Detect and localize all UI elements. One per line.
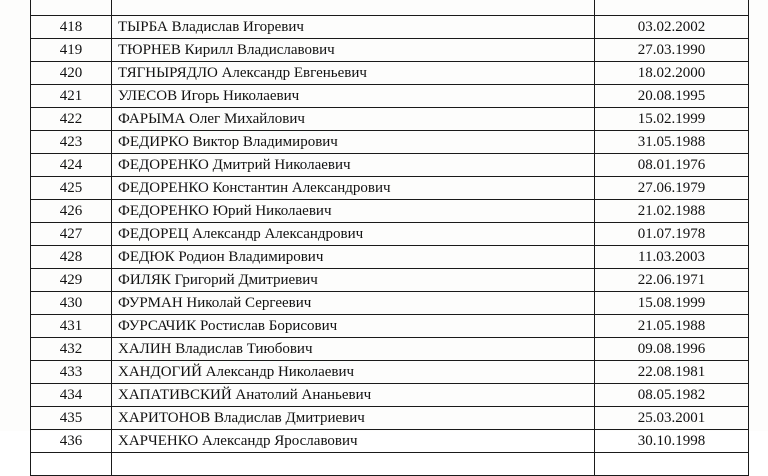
- table-row: [31, 269, 749, 292]
- birth-date: 20.08.1995: [595, 85, 749, 108]
- table-row: [31, 361, 749, 384]
- table-row: [31, 177, 749, 200]
- row-number: 422: [31, 108, 112, 131]
- person-name: ТЫРБА Владислав Игоревич: [112, 16, 595, 39]
- table-row: [31, 315, 749, 338]
- person-name: ФИЛЯК Григорий Дмитриевич: [112, 269, 595, 292]
- person-name: ФАРЫМА Олег Михайлович: [112, 108, 595, 131]
- person-name: ТЯГНЫРЯДЛО Александр Евгеньевич: [112, 62, 595, 85]
- row-number: 421: [31, 85, 112, 108]
- birth-date: 31.05.1988: [595, 131, 749, 154]
- table-row: [31, 39, 749, 62]
- row-number: 434: [31, 384, 112, 407]
- row-number: 431: [31, 315, 112, 338]
- row-number: 426: [31, 200, 112, 223]
- row-number: 425: [31, 177, 112, 200]
- row-number: 435: [31, 407, 112, 430]
- table-row: [31, 246, 749, 269]
- row-number: 432: [31, 338, 112, 361]
- table-row: [31, 131, 749, 154]
- person-name: [112, 453, 595, 476]
- roster-table: [30, 0, 749, 476]
- person-name: ФУРСАЧИК Ростислав Борисович: [112, 315, 595, 338]
- row-number: 419: [31, 39, 112, 62]
- row-number: 429: [31, 269, 112, 292]
- row-number: [31, 453, 112, 476]
- birth-date: 21.02.1988: [595, 200, 749, 223]
- table-row: [31, 453, 749, 476]
- table-row: [31, 223, 749, 246]
- birth-date: 21.05.1988: [595, 315, 749, 338]
- birth-date: 15.02.1999: [595, 108, 749, 131]
- birth-date: 22.08.1981: [595, 361, 749, 384]
- person-name: ХАПАТИВСКИЙ Анатолий Ананьевич: [112, 384, 595, 407]
- table-row: [31, 108, 749, 131]
- birth-date: [595, 0, 749, 16]
- person-name: ФЕДОРЕНКО Дмитрий Николаевич: [112, 154, 595, 177]
- table-row: [31, 407, 749, 430]
- birth-date: 08.05.1982: [595, 384, 749, 407]
- row-number: 427: [31, 223, 112, 246]
- person-name: ТЮРНЕВ Кирилл Владиславович: [112, 39, 595, 62]
- row-number: 420: [31, 62, 112, 85]
- row-number: 423: [31, 131, 112, 154]
- row-number: 436: [31, 430, 112, 453]
- table-row: [31, 16, 749, 39]
- person-name: ХАРИТОНОВ Владислав Дмитриевич: [112, 407, 595, 430]
- birth-date: 03.02.2002: [595, 16, 749, 39]
- birth-date: 11.03.2003: [595, 246, 749, 269]
- row-number: 428: [31, 246, 112, 269]
- person-name: ХАРЧЕНКО Александр Ярославович: [112, 430, 595, 453]
- table-row: [31, 85, 749, 108]
- person-name: УЛЕСОВ Игорь Николаевич: [112, 85, 595, 108]
- birth-date: 30.10.1998: [595, 430, 749, 453]
- person-name: ФЕДЮК Родион Владимирович: [112, 246, 595, 269]
- person-name: ФУРМАН Николай Сергеевич: [112, 292, 595, 315]
- row-number: 424: [31, 154, 112, 177]
- birth-date: 22.06.1971: [595, 269, 749, 292]
- table-row: [31, 62, 749, 85]
- birth-date: 27.03.1990: [595, 39, 749, 62]
- table-row: [31, 292, 749, 315]
- person-name: [112, 0, 595, 16]
- person-name: ХАНДОГИЙ Александр Николаевич: [112, 361, 595, 384]
- person-name: ФЕДОРЕЦ Александр Александрович: [112, 223, 595, 246]
- table-row: [31, 338, 749, 361]
- row-number: 418: [31, 16, 112, 39]
- table-row: [31, 154, 749, 177]
- person-name: ХАЛИН Владислав Тиюбович: [112, 338, 595, 361]
- person-name: ФЕДОРЕНКО Константин Александрович: [112, 177, 595, 200]
- table-row: [31, 0, 749, 16]
- table-row: [31, 200, 749, 223]
- person-name: ФЕДИРКО Виктор Владимирович: [112, 131, 595, 154]
- birth-date: [595, 453, 749, 476]
- table-row: [31, 384, 749, 407]
- birth-date: 25.03.2001: [595, 407, 749, 430]
- row-number: 433: [31, 361, 112, 384]
- birth-date: 08.01.1976: [595, 154, 749, 177]
- roster-body: [31, 0, 749, 476]
- birth-date: 27.06.1979: [595, 177, 749, 200]
- birth-date: 09.08.1996: [595, 338, 749, 361]
- row-number: 430: [31, 292, 112, 315]
- person-name: ФЕДОРЕНКО Юрий Николаевич: [112, 200, 595, 223]
- row-number: [31, 0, 112, 16]
- birth-date: 18.02.2000: [595, 62, 749, 85]
- birth-date: 01.07.1978: [595, 223, 749, 246]
- table-row: [31, 430, 749, 453]
- birth-date: 15.08.1999: [595, 292, 749, 315]
